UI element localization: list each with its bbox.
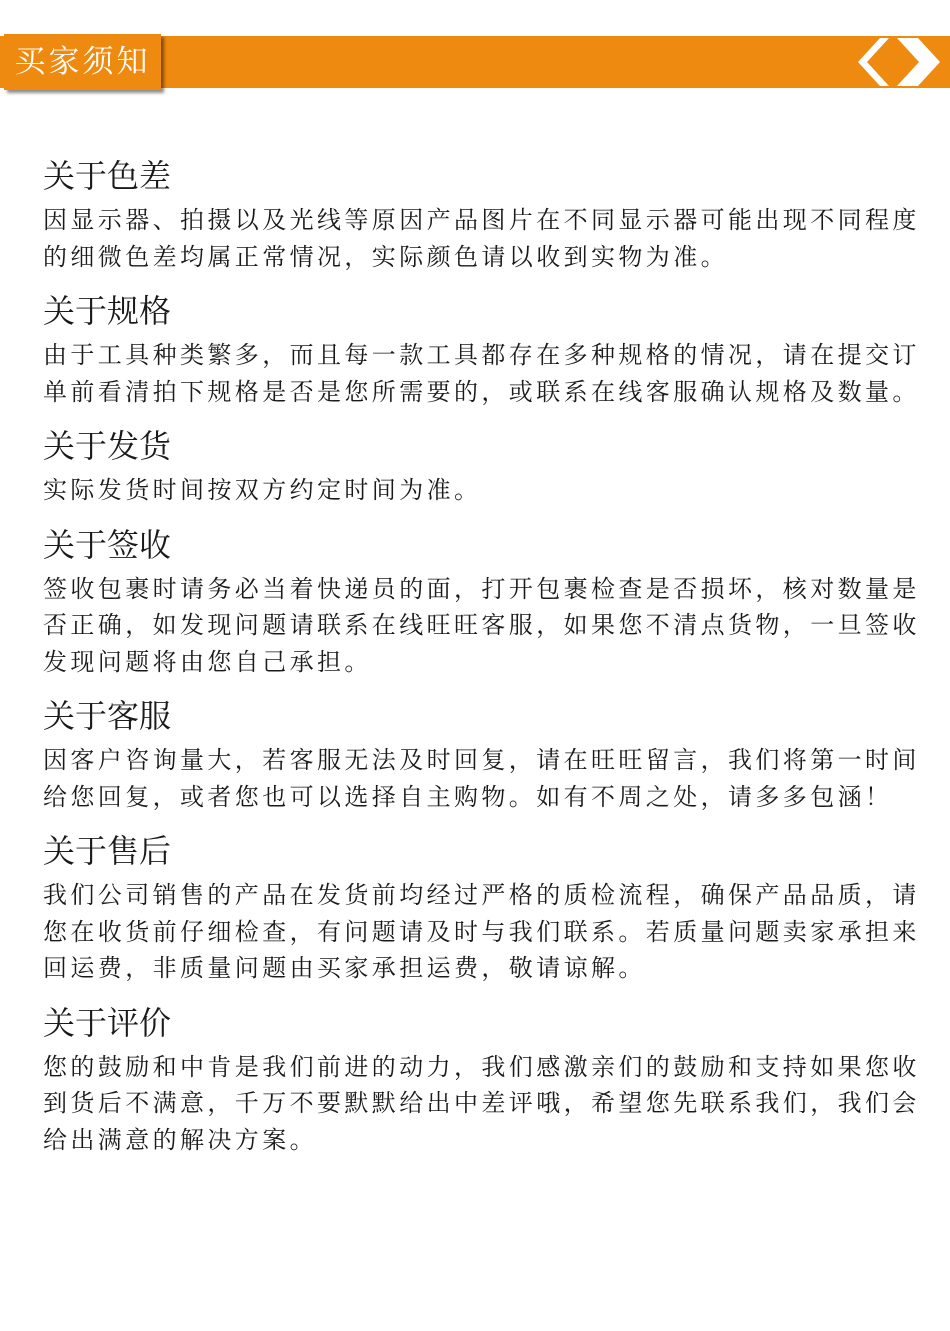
section-body: 由于工具种类繁多，而且每一款工具都存在多种规格的情况，请在提交订单前看清拍下规格是否是您所需要的，或联系在线客服确认规格及数量。 — [43, 341, 920, 406]
section-title: 关于评价 — [43, 1003, 172, 1042]
section-title: 关于售后 — [43, 832, 172, 870]
section-body: 因显示器、拍摄以及光线等原因产品图片在不同显示器可能出现不同程度的细微色差均属正常情况，实际颜色请以收到实物为准。 — [43, 206, 920, 271]
section-receipt — [43, 519, 923, 681]
section-specifications — [43, 285, 923, 410]
section-title: 关于色差 — [43, 157, 172, 195]
section-customer-service — [43, 690, 923, 815]
section-title: 关于发货 — [43, 427, 172, 465]
section-title: 关于客服 — [43, 697, 172, 735]
section-color-difference — [43, 150, 923, 275]
section-after-sales — [43, 825, 923, 987]
section-shipping — [43, 420, 923, 509]
chevron-left-icon — [858, 38, 889, 86]
section-body: 我们公司销售的产品在发货前均经过严格的质检流程，确保产品品质，请您在收货前仔细检查，有问题请及时与我们联系。若质量问题卖家承担来回运费，非质量问题由买家承担运费，敬请谅解。 — [43, 881, 920, 982]
chevron-right-icon — [897, 38, 940, 86]
section-body: 签收包裹时请务必当着快递员的面，打开包裹检查是否损坏，核对数量是否正确，如发现问题请联系在线旺旺客服，如果您不清点货物，一旦签收发现问题将由您自己承担。 — [43, 574, 920, 676]
section-title: 关于签收 — [43, 525, 172, 564]
page-title: 买家须知 — [14, 44, 151, 80]
section-title: 关于规格 — [43, 292, 172, 330]
section-reviews — [43, 997, 923, 1159]
section-body: 实际发货时间按双方约定时间为准。 — [43, 476, 482, 504]
header-bar — [0, 34, 950, 92]
section-body: 您的鼓励和中肯是我们前进的动力，我们感激亲们的鼓励和支持如果您收到货后不满意，千万不要默默给出中差评哦，希望您先联系我们，我们会给出满意的解决方案。 — [43, 1052, 920, 1154]
header-arrows — [858, 36, 950, 88]
notice-content — [43, 150, 923, 1168]
title-box — [4, 34, 161, 90]
section-body: 因客户咨询量大，若客服无法及时回复，请在旺旺留言，我们将第一时间给您回复，或者您也可以选择自主购物。如有不周之处，请多多包涵！ — [43, 746, 920, 811]
